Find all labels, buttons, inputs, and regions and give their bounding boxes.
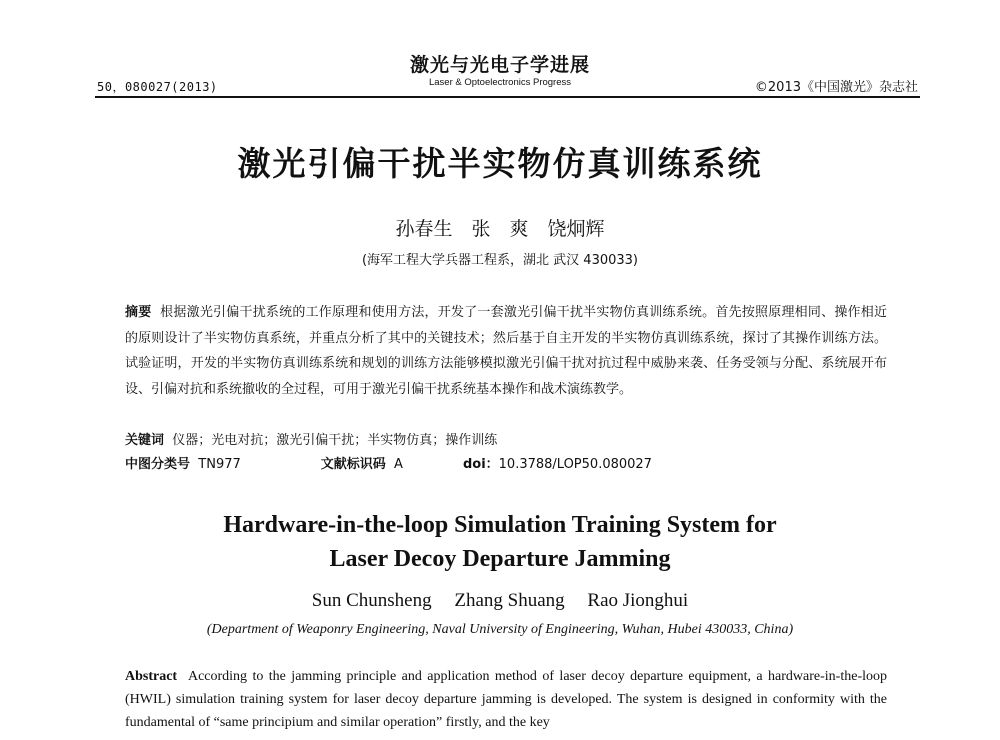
doi-value: 10.3788/LOP50.080027 (498, 457, 652, 472)
clc-value: TN977 (198, 457, 241, 472)
keywords-cn-label: 关键词 (125, 433, 165, 448)
author-en-3: Rao Jionghui (587, 590, 689, 611)
doi-label: doi： (462, 457, 499, 472)
affiliation-en: (Department of Weaponry Engineering, Naval University of Engineering, Wuhan, Hubei 430033, China) (206, 622, 794, 637)
journal-name-en: Laser & Optoelectronics Progress (428, 77, 572, 88)
classification-cn (125, 453, 825, 472)
doc-code-label: 文献标识码 (320, 457, 386, 472)
abstract-en (125, 665, 887, 734)
journal-masthead (400, 54, 600, 89)
author-en-1: Sun Chunsheng (311, 590, 432, 611)
title-en (0, 508, 1000, 576)
header-rule (95, 96, 920, 98)
keywords-cn (125, 429, 497, 448)
title-en-line1: Hardware-in-the-loop Simulation Training System for (223, 512, 777, 538)
doc-code-value: A (394, 457, 403, 472)
journal-name-cn: 激光与光电子学进展 (409, 54, 590, 76)
abstract-en-label: Abstract (125, 669, 178, 684)
authors-cn: 孙春生 张 爽 饶炯辉 (395, 218, 605, 240)
article-number: 50，080027(2013) (97, 80, 218, 94)
copyright-notice: ©2013《中国激光》杂志社 (754, 80, 918, 95)
affiliation-cn: (海军工程大学兵器工程系，湖北 武汉 430033) (361, 253, 639, 268)
abstract-cn-label: 摘要 (125, 305, 152, 320)
authors-en (0, 590, 1000, 612)
abstract-en-text: According to the jamming principle and application method of laser decoy departure equipment, a hardware-in-the-loop (HWIL) simulation training system for laser decoy departure jamming is developed. The system is designed in conformity with the fundamental of “same principium and similar operation” firstly, and the key (125, 669, 887, 730)
clc-label: 中图分类号 (125, 457, 191, 472)
author-en-2: Zhang Shuang (454, 590, 565, 611)
title-en-line2: Laser Decoy Departure Jamming (329, 546, 671, 572)
keywords-cn-text: 仪器；光电对抗；激光引偏干扰；半实物仿真；操作训练 (172, 433, 498, 448)
title-cn: 激光引偏干扰半实物仿真训练系统 (237, 144, 763, 183)
abstract-cn (125, 300, 887, 402)
abstract-cn-text: 根据激光引偏干扰系统的工作原理和使用方法，开发了一套激光引偏干扰半实物仿真训练系统。首先按照原理相同、操作相近的原则设计了半实物仿真系统，并重点分析了其中的关键技术；然后基于自主开发的半实物仿真训练系统，探讨了其操作训练方法。试验证明，开发的半实物仿真训练系统和规划的训练方法能够模拟激光引偏干扰对抗过程中威胁来袭、任务受领与分配、系统展开布设、引偏对抗和系统撤收的全过程，可用于激光引偏干扰系统基本操作和战术演练教学。 (125, 305, 887, 397)
